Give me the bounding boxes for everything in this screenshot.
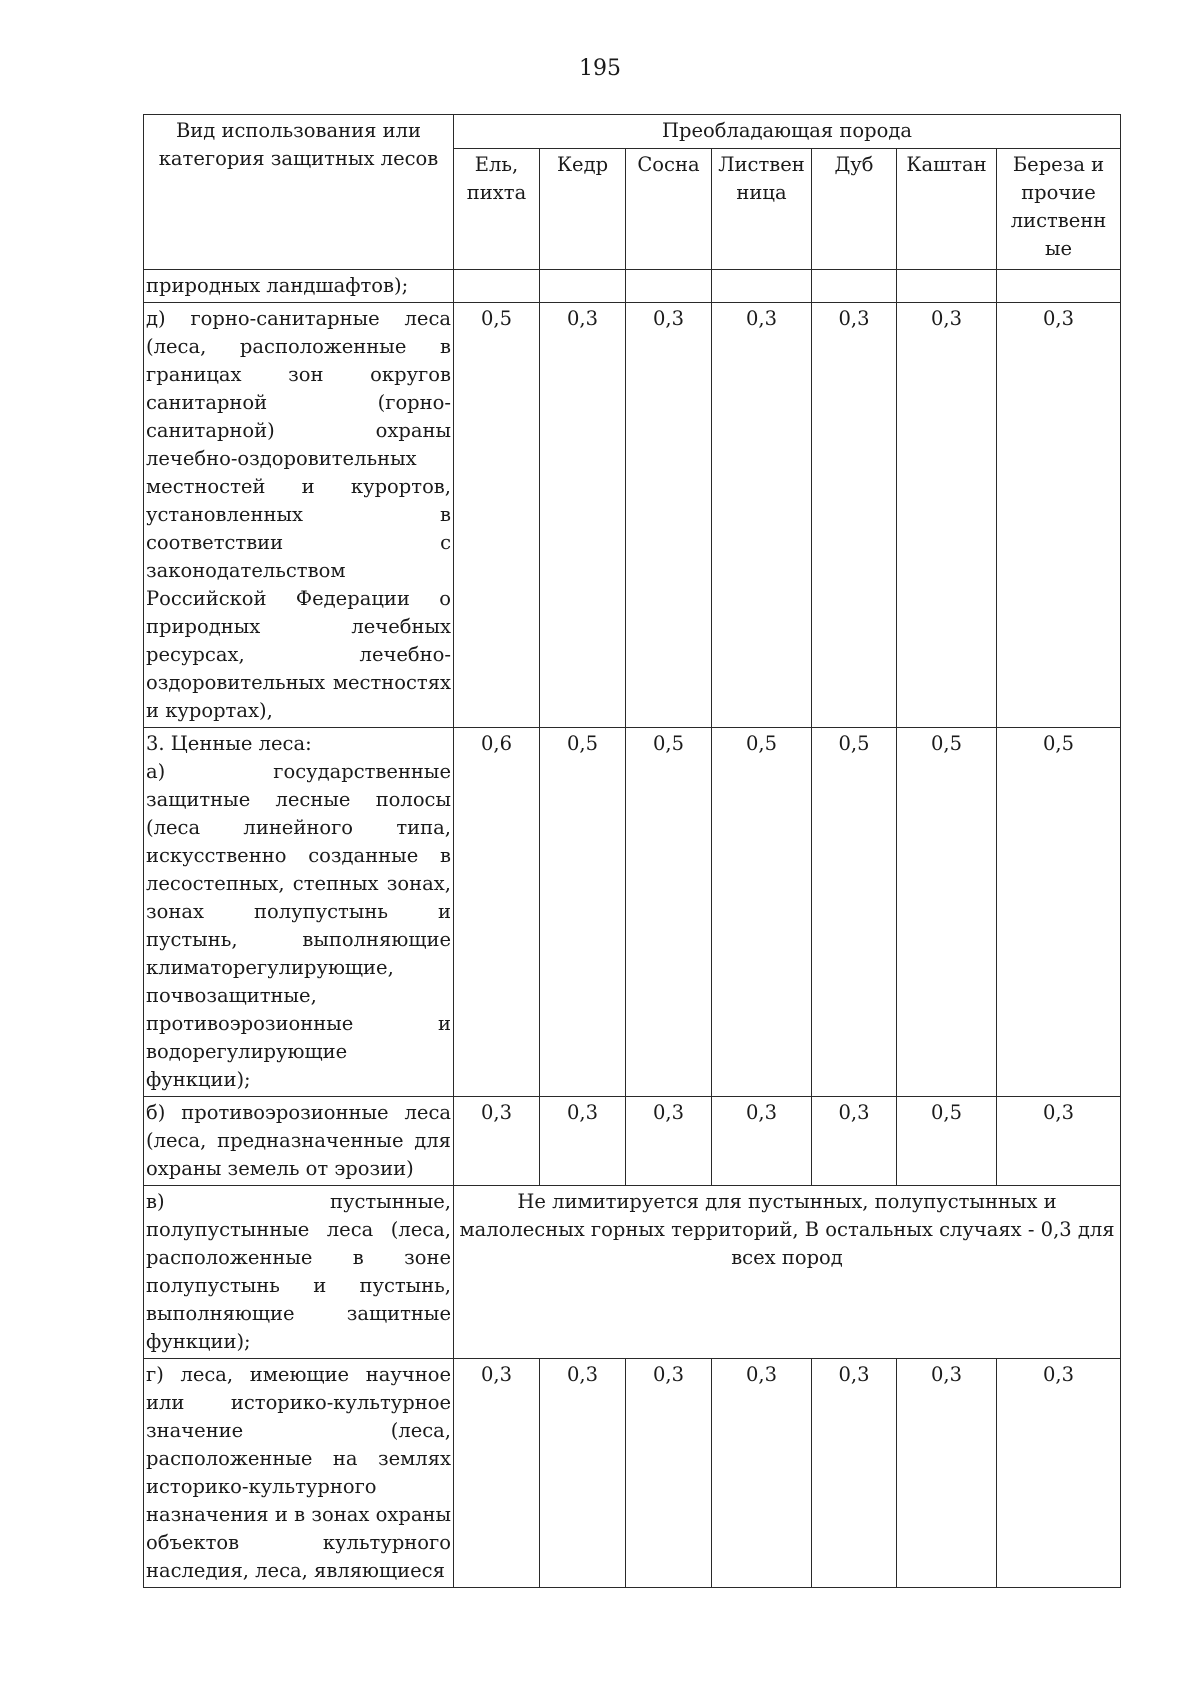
- value-cell: 0,3: [997, 1097, 1121, 1186]
- value-cell: 0,3: [897, 303, 997, 728]
- value-cell: 0,6: [454, 728, 540, 1097]
- value-cell: 0,3: [997, 1359, 1121, 1588]
- value-cell: 0,3: [712, 303, 812, 728]
- value-cell: [712, 270, 812, 303]
- page-number: 195: [579, 56, 621, 81]
- value-cell: [997, 270, 1121, 303]
- value-cell: [897, 270, 997, 303]
- species-header: Сосна: [626, 149, 712, 270]
- species-header: Листвен ница: [712, 149, 812, 270]
- value-cell: 0,3: [997, 303, 1121, 728]
- value-cell: 0,3: [812, 303, 897, 728]
- value-cell: [540, 270, 626, 303]
- species-header: Кедр: [540, 149, 626, 270]
- value-cell: 0,5: [626, 728, 712, 1097]
- value-cell: 0,3: [626, 1359, 712, 1588]
- value-cell: 0,3: [540, 1097, 626, 1186]
- value-cell: 0,5: [454, 303, 540, 728]
- row-description: д) горно-санитарные леса (леса, расположенные в границах зон округов санитарной (горно-санитарной) охраны лечебно-оздоровительных местностей и курортов, установленных в соответствии с законодательством Российской Федерации о природных лечебных ресурсах, лечебно-оздоровительных местностях и курортах),: [144, 303, 454, 728]
- species-header: Ель, пихта: [454, 149, 540, 270]
- forest-use-table: [143, 114, 1121, 1588]
- value-cell: 0,5: [997, 728, 1121, 1097]
- section-heading: 3. Ценные леса:: [146, 732, 312, 755]
- species-header: Дуб: [812, 149, 897, 270]
- value-cell: 0,5: [712, 728, 812, 1097]
- value-cell: 0,3: [540, 303, 626, 728]
- value-cell: 0,3: [454, 1097, 540, 1186]
- value-cell: 0,3: [812, 1359, 897, 1588]
- value-cell: 0,3: [712, 1097, 812, 1186]
- value-cell: [812, 270, 897, 303]
- dominant-species-header: Преобладающая порода: [454, 115, 1121, 149]
- value-cell: 0,5: [812, 728, 897, 1097]
- value-cell: [626, 270, 712, 303]
- value-cell: 0,5: [540, 728, 626, 1097]
- row-description-text: а) государственные защитные лесные полосы (леса линейного типа, искусственно созданные в лесостепных, степных зонах, зонах полупустынь и пустынь, выполняющие климаторегулирующие, почвозащитные, противоэрозионные и водорегулирующие функции);: [146, 760, 451, 1091]
- table-row: [144, 1097, 1121, 1186]
- row-description: в) пустынные, полупустынные леса (леса, расположенные в зоне полупустынь и пустынь, выполняющие защитные функции);: [144, 1186, 454, 1359]
- row-description: природных ландшафтов);: [144, 270, 454, 303]
- row-description: [144, 728, 454, 1097]
- value-cell: 0,3: [540, 1359, 626, 1588]
- value-cell: 0,3: [712, 1359, 812, 1588]
- table-header-row-1: [144, 115, 1121, 149]
- merged-note-cell: Не лимитируется для пустынных, полупустынных и малолесных горных территорий, В остальных случаях - 0,3 для всех пород: [454, 1186, 1121, 1359]
- value-cell: 0,3: [626, 1097, 712, 1186]
- value-cell: 0,5: [897, 1097, 997, 1186]
- use-category-header: Вид использования или категория защитных лесов: [144, 115, 454, 270]
- row-description: г) леса, имеющие научное или историко-культурное значение (леса, расположенные на землях историко-культурного назначения и в зонах охраны объектов культурного наследия, леса, являющиеся: [144, 1359, 454, 1588]
- row-description: б) противоэрозионные леса (леса, предназначенные для охраны земель от эрозии): [144, 1097, 454, 1186]
- value-cell: 0,3: [626, 303, 712, 728]
- value-cell: 0,3: [897, 1359, 997, 1588]
- species-header: Береза и прочие лиственн ые: [997, 149, 1121, 270]
- table-row: [144, 1359, 1121, 1588]
- value-cell: 0,3: [454, 1359, 540, 1588]
- value-cell: [454, 270, 540, 303]
- species-header: Каштан: [897, 149, 997, 270]
- value-cell: 0,5: [897, 728, 997, 1097]
- table-row: [144, 270, 1121, 303]
- value-cell: 0,3: [812, 1097, 897, 1186]
- table-row: [144, 728, 1121, 1097]
- table-row: [144, 303, 1121, 728]
- table-row: [144, 1186, 1121, 1359]
